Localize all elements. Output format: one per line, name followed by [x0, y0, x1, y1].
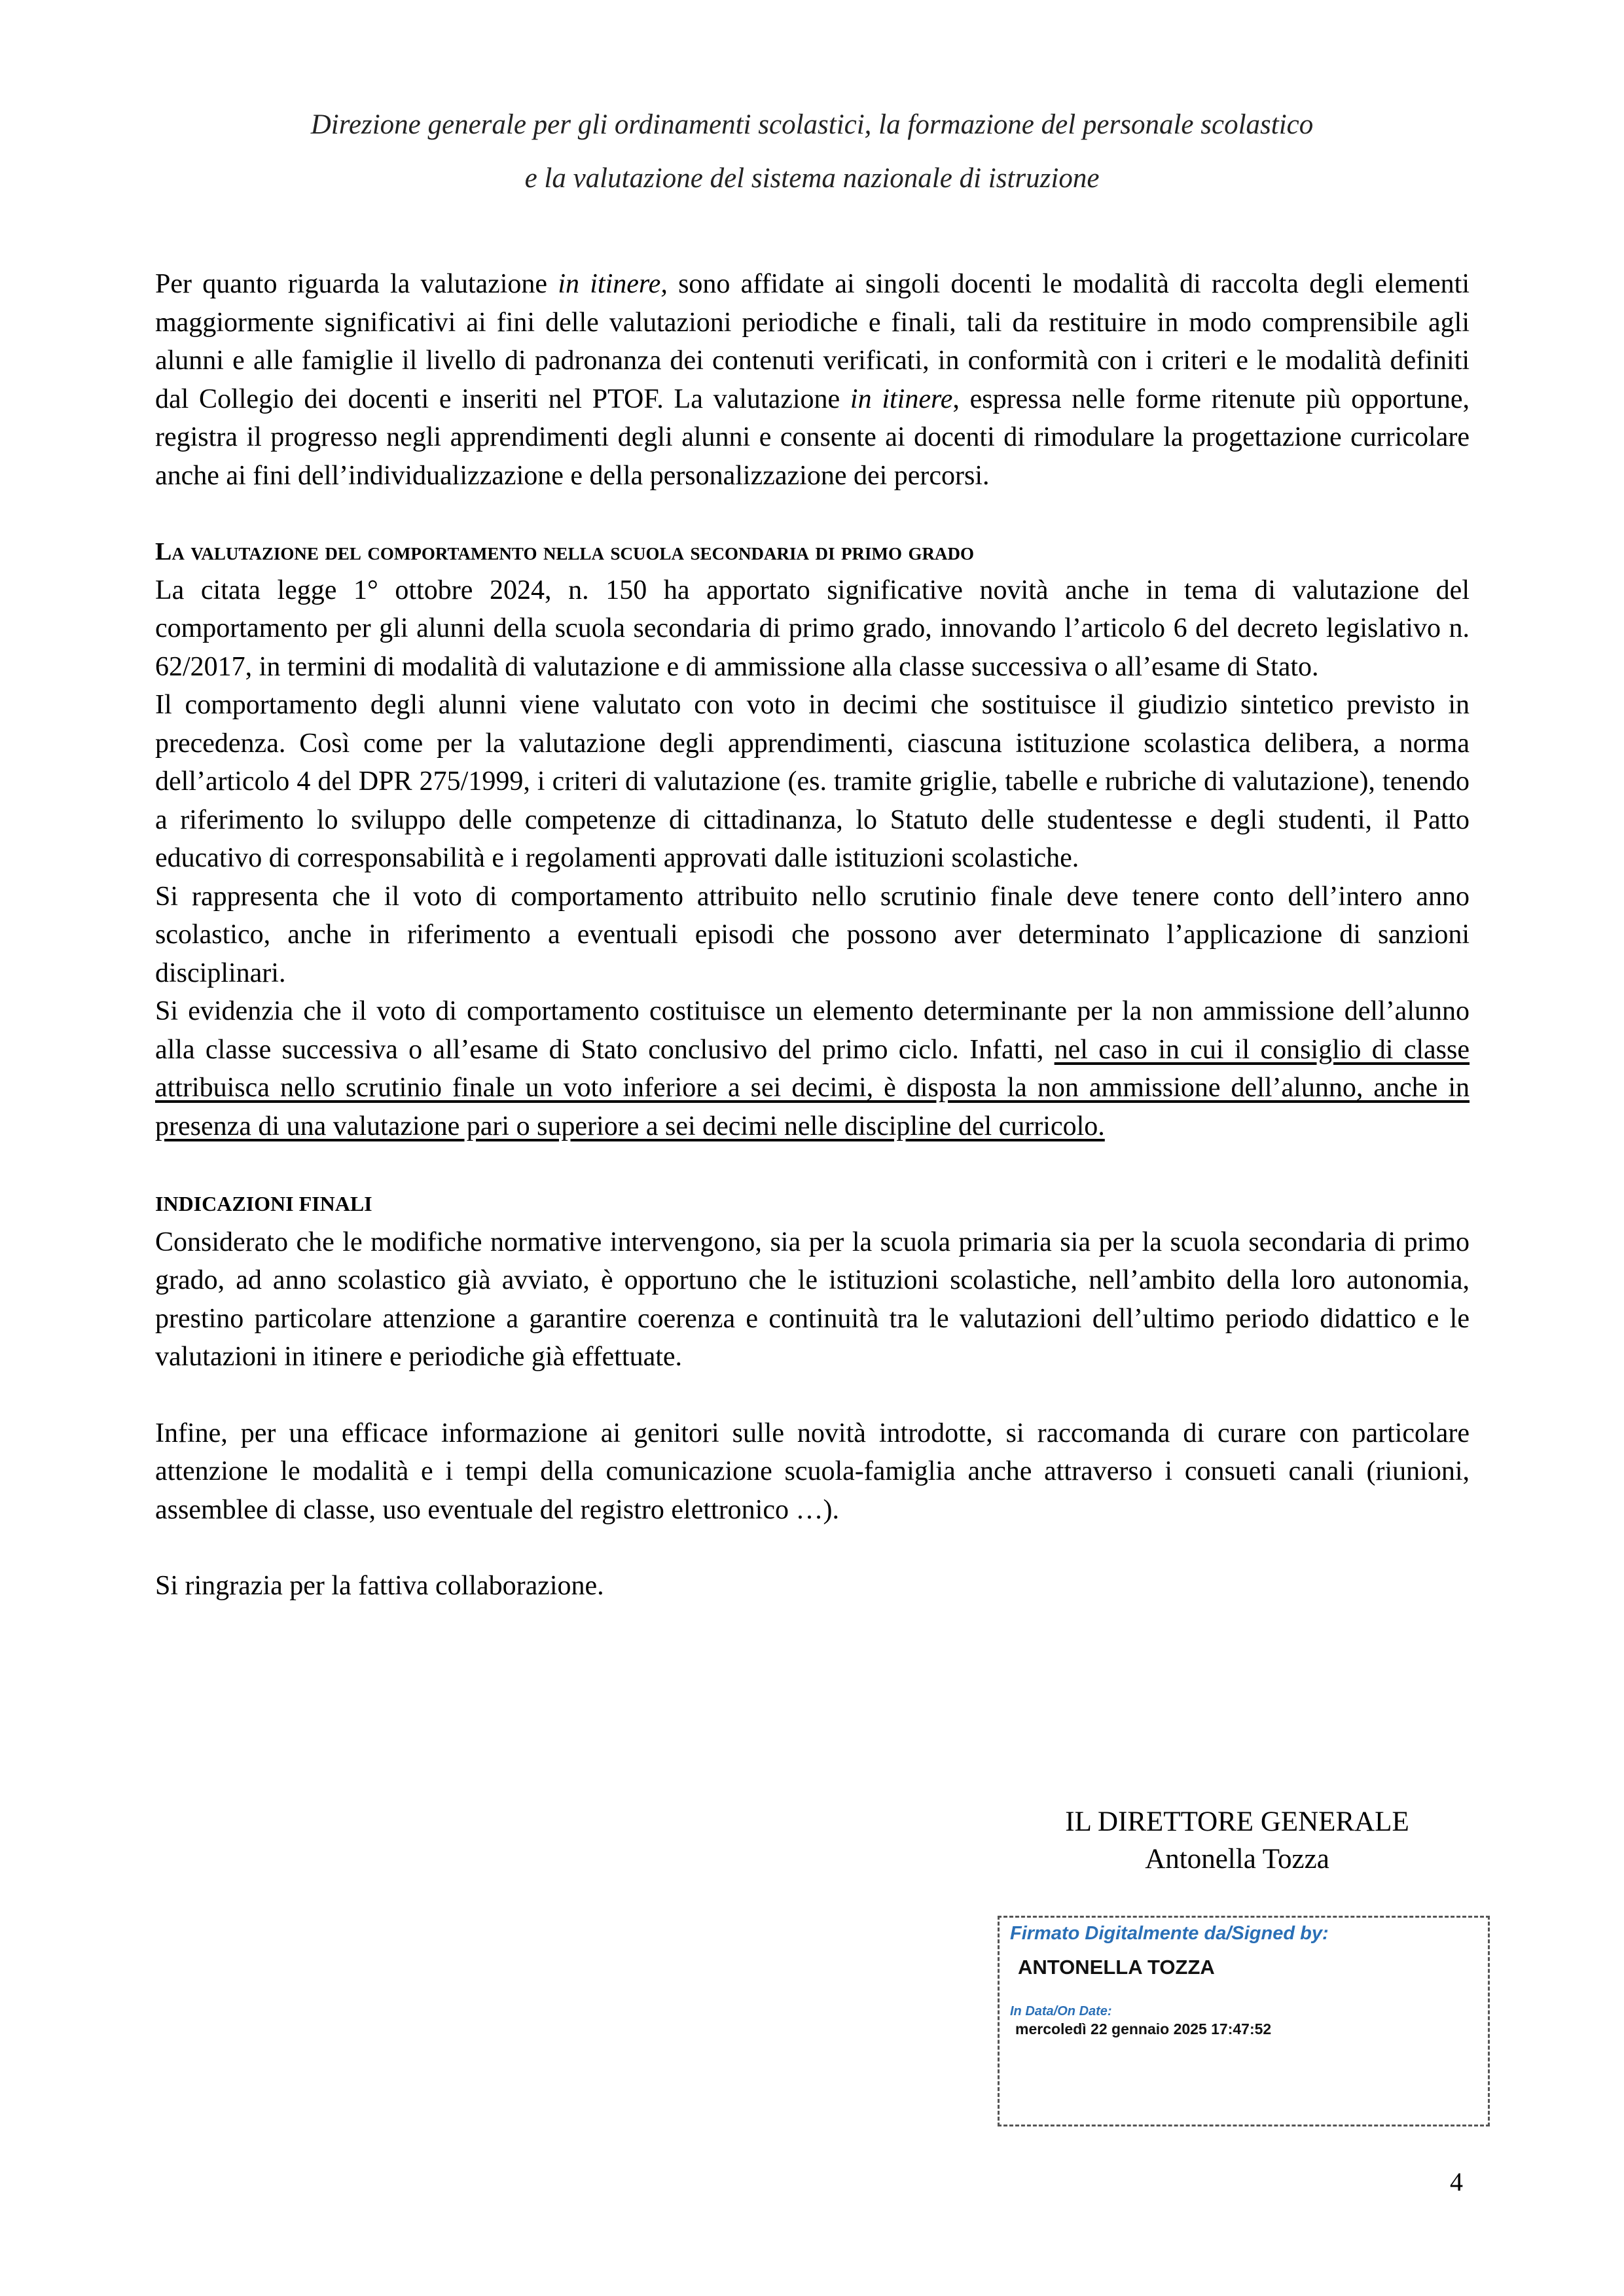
text-run: sono affidate ai singoli docenti le modalità di raccolta degli elementi maggiormente significativi ai fini delle valutazioni periodiche e finali, tali da restituire in modo comprensibile agli alunni e alle famiglie il livello di padronanza dei contenuti verificati, in conformità con i criteri e le modalità definiti dal Collegio dei docenti e inseriti nel PTOF. La valutazione	[155, 269, 1470, 414]
signer-role: IL DIRETTORE GENERALE	[1065, 1806, 1409, 1837]
signature-block	[1028, 1803, 1447, 1878]
document-body	[155, 265, 1470, 1605]
page-number: 4	[1450, 2167, 1463, 2197]
letterhead-line-2: e la valutazione del sistema nazionale di istruzione	[524, 163, 1100, 194]
italic-text: in itinere,	[558, 269, 668, 299]
text-run: Per quanto riguarda la valutazione	[155, 269, 558, 299]
paragraph-non-ammissione	[155, 992, 1470, 1145]
digital-signature-box	[998, 1916, 1490, 2126]
signer-name: Antonella Tozza	[1145, 1844, 1329, 1874]
letterhead	[0, 98, 1624, 206]
paragraph-gap	[155, 1529, 1470, 1567]
paragraph-ringraziamento: Si ringrazia per la fattiva collaborazione.	[155, 1571, 604, 1601]
paragraph-infine: Infine, per una efficace informazione ai genitori sulle novità introdotte, si raccomanda di curare con particolare attenzione le modalità e i tempi della comunicazione scuola-famiglia anche attraverso i consueti canali (riunioni, assemblee di classe, uso eventuale del registro elettronico …).	[155, 1418, 1470, 1525]
text-run: Si evidenzia che il voto di comportamento costituisce un elemento determinante per la non ammissione dell’alunno alla classe successiva o all’esame di Stato conclusivo del primo ciclo. Infatti,	[155, 996, 1470, 1065]
section-heading-comportamento: La valutazione del comportamento nella scuola secondaria di primo grado	[155, 538, 975, 565]
section-heading-indicazioni-finali: INDICAZIONI FINALI	[155, 1192, 372, 1215]
underlined-text: nel caso in cui il consiglio di classe attribuisca nello scrutinio finale un voto inferiore a sei decimi, è disposta la non ammissione dell’alunno, anche in presenza di una valutazione pari o superiore a sei decimi nelle discipline del curricolo.	[155, 1034, 1470, 1141]
paragraph-valutazione-itinere	[155, 265, 1470, 495]
digital-signer-name: ANTONELLA TOZZA	[1018, 1956, 1215, 1979]
text-run: , espressa nelle forme ritenute più opportune, registra il progresso negli apprendimenti degli alunni e consente ai docenti di rimodulare la progettazione curricolare anche ai fini dell’individualizzazione e della personalizzazione dei percorsi.	[155, 384, 1470, 491]
paragraph-gap	[155, 1376, 1470, 1414]
paragraph-gap	[155, 495, 1470, 533]
signature-date: mercoledì 22 gennaio 2025 17:47:52	[1015, 2020, 1272, 2037]
paragraph-voto-decimi: Il comportamento degli alunni viene valutato con voto in decimi che sostituisce il giudizio sintetico previsto in precedenza. Così come per la valutazione degli apprendimenti, ciascuna istituzione scolastica delibera, a norma dell’articolo 4 del DPR 275/1999, i criteri di valutazione (es. tramite griglie, tabelle e rubriche di valutazione), tenendo a riferimento lo sviluppo delle competenze di cittadinanza, lo Statuto delle studentesse e degli studenti, il Patto educativo di corresponsabilità e i regolamenti approvati dalle istituzioni scolastiche.	[155, 690, 1470, 873]
italic-text: in itinere	[850, 384, 953, 414]
paragraph-gap	[155, 1145, 1470, 1183]
paragraph-scrutinio-finale: Si rappresenta che il voto di comportamento attribuito nello scrutinio finale deve tenere conto dell’intero anno scolastico, anche in riferimento a eventuali episodi che possono aver determinato l’applicazione di sanzioni disciplinari.	[155, 881, 1470, 988]
paragraph-considerato: Considerato che le modifiche normative intervengono, sia per la scuola primaria sia per la scuola secondaria di primo grado, ad anno scolastico già avviato, è opportuno che le istituzioni scolastiche, nell’ambito della loro autonomia, prestino particolare attenzione a garantire coerenza e continuità tra le valutazioni dell’ultimo periodo didattico e le valutazioni in itinere e periodiche già effettuate.	[155, 1227, 1470, 1372]
paragraph-legge-150: La citata legge 1° ottobre 2024, n. 150 ha apportato significative novità anche in tema di valutazione del comportamento per gli alunni della scuola secondaria di primo grado, innovando l’articolo 6 del decreto legislativo n. 62/2017, in termini di modalità di valutazione e di ammissione alla classe successiva o all’esame di Stato.	[155, 575, 1470, 682]
signed-by-label: Firmato Digitalmente da/Signed by:	[1010, 1923, 1329, 1944]
signature-date-label: In Data/On Date:	[1010, 2004, 1112, 2018]
letterhead-line-1: Direzione generale per gli ordinamenti scolastici, la formazione del personale scolastico	[310, 109, 1314, 140]
